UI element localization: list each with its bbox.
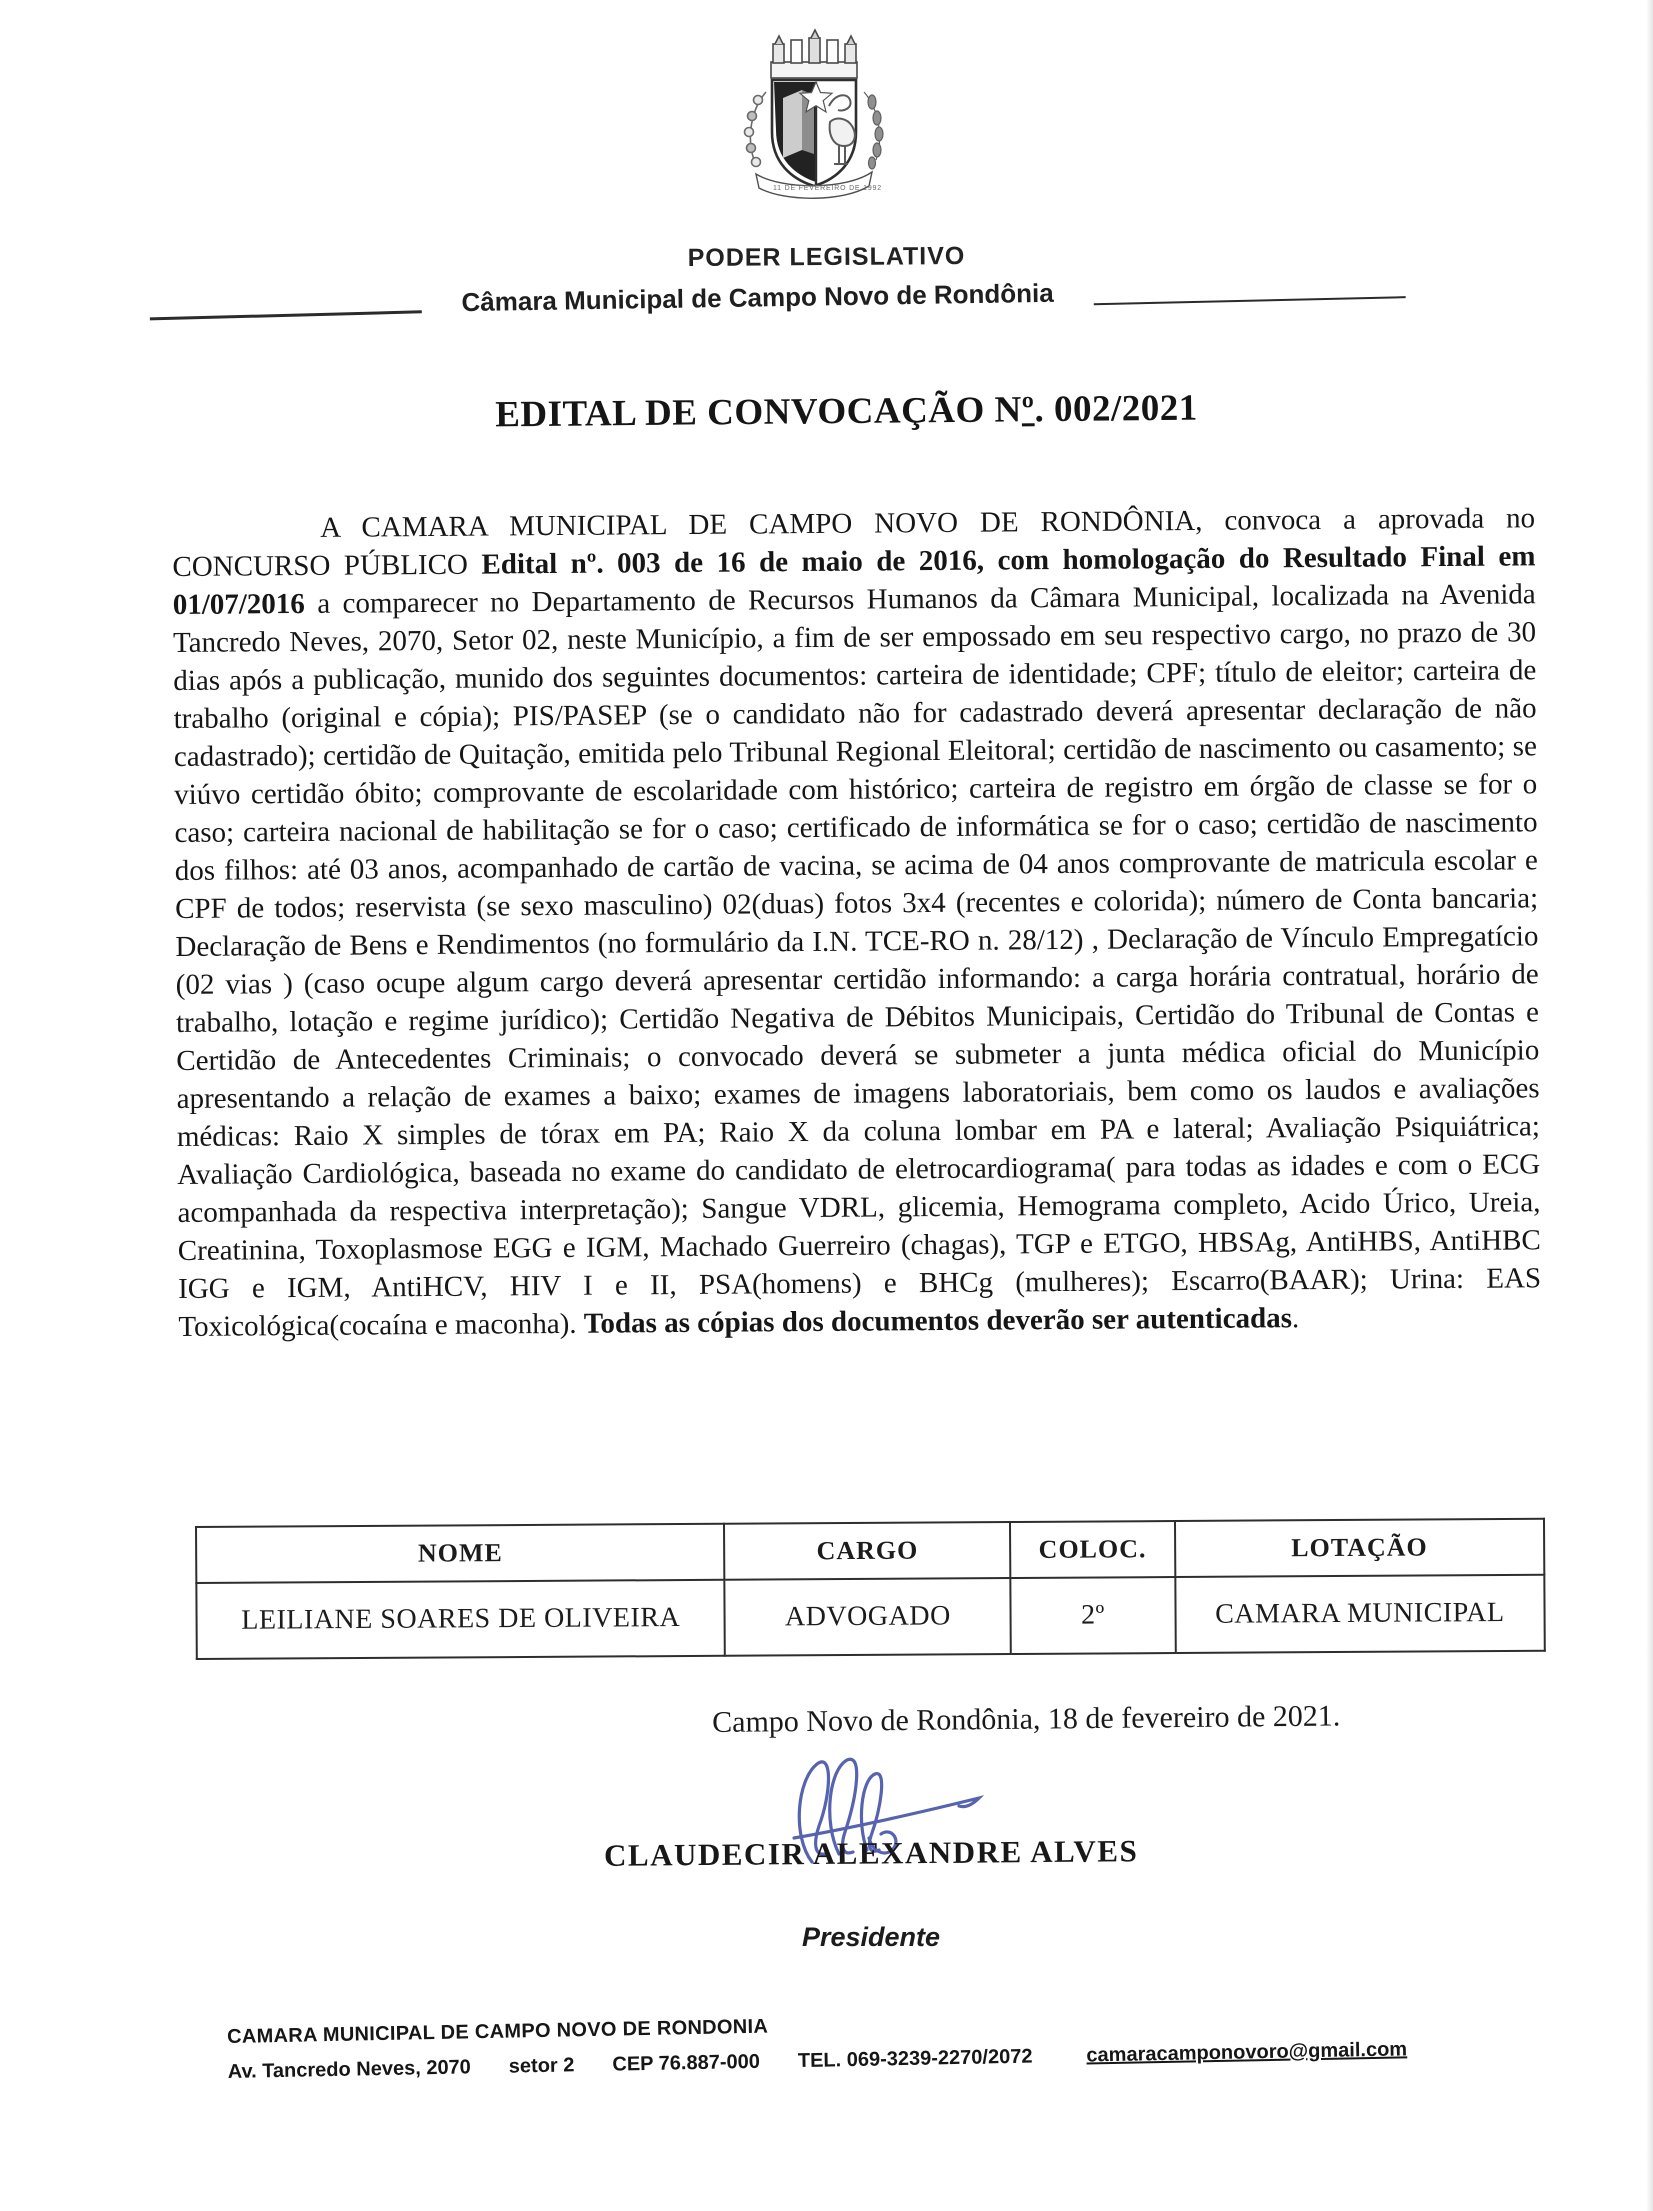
body-paragraph [172,499,1542,1346]
monolith-shape [783,90,802,158]
cell-coloc: 2º [1011,1577,1176,1654]
cell-nome: LEILIANE SOARES DE OLIVEIRA [196,1580,725,1659]
chamber-name: Câmara Municipal de Campo Novo de Rondônia [461,277,1054,318]
document-title [40,382,1653,440]
cell-lotacao: CAMARA MUNICIPAL [1175,1575,1545,1653]
body-seg-1: A CAMARA MUNICIPAL DE CAMPO NOVO DE RONDÔNIA, convoca a aprovada no CONCURSO PÚBLICO [172,502,1536,583]
mural-crown-icon [771,30,857,78]
column-header-nome: NOME [196,1524,725,1583]
poder-legislativo-heading: PODER LEGISLATIVO [687,242,966,272]
document-title-number: . 002/2021 [1034,387,1198,431]
ordinal-indicator: º [1021,389,1035,431]
column-header-cargo: CARGO [724,1522,1010,1580]
table-row [196,1575,1544,1659]
right-branch-icon [864,92,883,169]
body-seg-3: a comparecer no Departamento de Recursos Humanos da Câmara Municipal, localizada na Avenida Tancredo Neves, 2070, Setor 02, neste Município, a fim de ser empossado em seu respectivo cargo, no prazo de 30 dias após a publicação, munido dos seguintes documentos: carteira de identidade; CPF; título de eleitor; carteira de trabalho (original e cópia); PIS/PASEP (se o candidato não for cadastrado deverá apresentar declaração de não cadastrado); certidão de Quitação, emitida pelo Tribunal Regional Eleitoral; certidão de nascimento ou casamento; se viúvo certidão óbito; comprovante de escolaridade com histórico; carteira de registro em órgão de classe se for o caso; carteira nacional de habilitação se for o caso; certificado de informática se for o caso; certidão de nascimento dos filhos: até 03 anos, acompanhado de cartão de vacina, se acima de 04 anos comprovante de matricula escolar e CPF de todos; reservista (se sexo masculino) 02(duas) fotos 3x4 (recentes e colorida); número de Conta bancaria; Declaração de Bens e Rendimentos (no formulário da I.N. TCE-RO n. 28/12) , Declaração de Vínculo Empregatício (02 vias ) (caso ocupe algum cargo deverá apresentar certidão informando: a carga horária contratual, horário de trabalho, lotação e regime jurídico); Certidão Negativa de Débitos Municipais, Certidão do Tribunal de Contas e Certidão de Antecedentes Criminais; o convocado deverá se submeter a junta médica oficial do Município apresentando a relação de exames a baixo; exames de imagens laboratoriais, bem como os laudos e avaliações médicas: Raio X simples de tórax em PA; Raio X da coluna lombar em PA e lateral; Avaliação Psiquiátrica; Avaliação Cardiológica, baseada no exame do candidato de eletrocardiograma( para todas as idades e com o ECG acompanhada da respectiva interpretação); Sangue VDRL, glicemia, Hemograma completo, Acido Úrico, Ureia, Creatinina, Toxoplasmose EGG e IGM, Machado Guerreiro (chagas), TGP e ETGO, HBSAg, AntiHBS, AntiHBC IGG e IGM, AntiHCV, HIV I e II, PSA(homens) e BHCg (mulheres); Escarro(BAAR); Urina: EAS Toxicológica(cocaína e maconha). [172,578,1542,1343]
column-header-lotacao: LOTAÇÃO [1175,1519,1545,1577]
footer-phone: TEL. 069-3239-2270/2072 [797,2045,1033,2073]
footer-cep: CEP 76.887-000 [612,2050,761,2076]
footer-sector: setor 2 [508,2054,575,2078]
body-seg-2-bold: Edital nº. 003 de 16 de maio de 2016, com homologação do Resultado Final em 01/07/2016 [172,540,1536,621]
chamber-name-row [149,272,1405,327]
column-header-coloc: COLOC. [1010,1521,1175,1578]
scan-edge-shadow [1646,0,1653,2211]
ribbon-banner-text: 11 DE FEVEREIRO DE 1992 [773,185,882,192]
shield-icon [772,80,856,186]
left-rule [150,310,422,320]
footer [227,2002,1488,2084]
cell-cargo: ADVOGADO [725,1578,1011,1656]
signer-name: CLAUDECIR ALEXANDRE ALVES [603,1833,1139,1873]
body-seg-5: . [1291,1302,1300,1335]
left-branch-icon [745,92,767,167]
right-rule [1094,296,1406,305]
footer-email-link[interactable]: camaracamponovoro@gmail.com [1086,2038,1408,2067]
footer-org-name: CAMARA MUNICIPAL DE CAMPO NOVO DE RONDONIA [226,2015,769,2049]
signer-role: Presidente [801,1922,941,1952]
body-seg-4-bold: Todas as cópias dos documentos deverão ser autenticadas [583,1302,1293,1340]
date-line: Campo Novo de Rondônia, 18 de fevereiro de 2021. [712,1699,1341,1739]
footer-address: Av. Tancredo Neves, 2070 [227,2056,472,2084]
convocation-table [195,1518,1546,1660]
document-title-text: EDITAL DE CONVOCAÇÃO N [495,389,1022,436]
coat-of-arms [726,22,902,204]
table-header-row [196,1519,1544,1583]
